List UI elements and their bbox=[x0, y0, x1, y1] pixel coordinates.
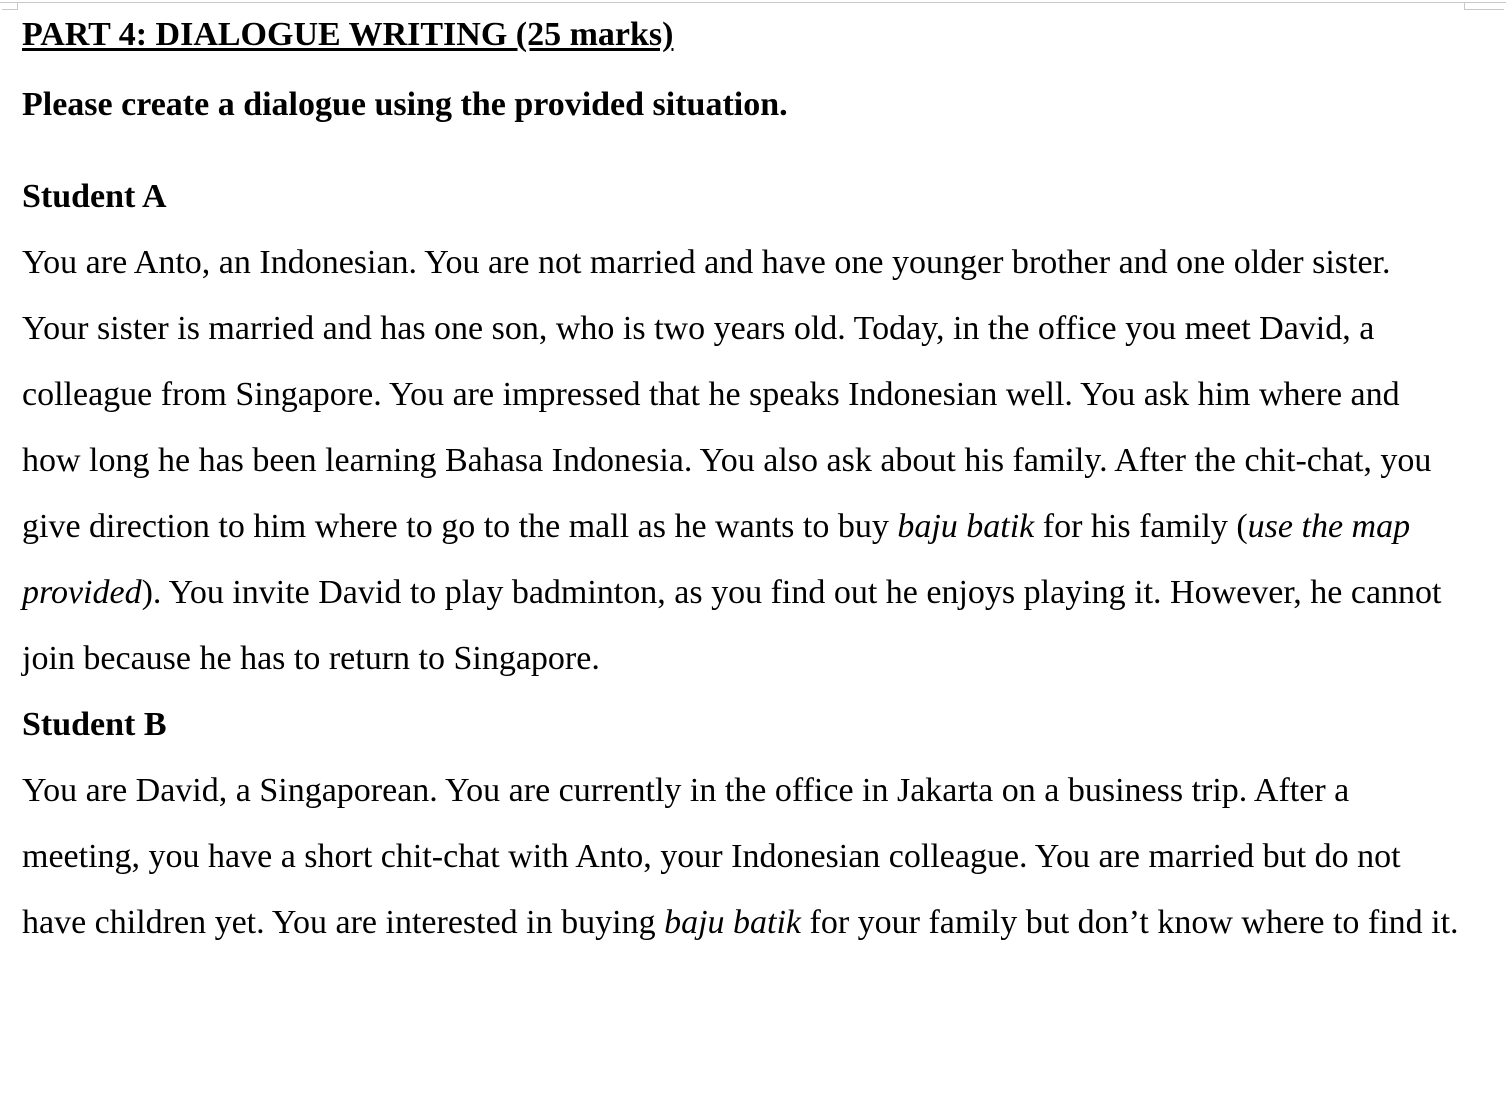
student-a-italic-2: use the map provided bbox=[22, 508, 1411, 611]
student-a-heading: Student A bbox=[22, 178, 167, 215]
student-a-scenario bbox=[22, 230, 1462, 692]
student-a-text-1: You are Anto, an Indonesian. You are not married and have one younger brother and one older sister. Your sister is married and has one son, who is two years old. Today, in the office you meet David, a colleague from Singapore. You are impressed that he speaks Indonesian well. You ask him where and how long he has been learning Bahasa Indonesia. You also ask about his family. After the chit-chat, you give direction to him where to go to the mall as he wants to buy bbox=[22, 244, 1432, 545]
student-b-text-2: for your family but don’t know where to find it. bbox=[801, 904, 1459, 941]
student-b-text-1: You are David, a Singaporean. You are currently in the office in Jakarta on a business trip. After a meeting, you have a short chit-chat with Anto, your Indonesian colleague. You are married but do not have children yet. You are interested in buying bbox=[22, 772, 1401, 941]
page-top-border bbox=[0, 2, 1506, 3]
crop-mark-left bbox=[2, 2, 18, 10]
student-b-heading: Student B bbox=[22, 706, 167, 743]
student-a-italic-1: baju batik bbox=[897, 508, 1035, 545]
crop-mark-right bbox=[1464, 2, 1504, 10]
student-b-italic-1: baju batik bbox=[664, 904, 802, 941]
student-a-text-3: ). You invite David to play badminton, as you find out he enjoys playing it. However, he cannot join because he has to return to Singapore. bbox=[22, 574, 1442, 677]
student-a-text-2: for his family ( bbox=[1034, 508, 1248, 545]
part-heading: PART 4: DIALOGUE WRITING (25 marks) bbox=[22, 16, 674, 53]
document-body bbox=[22, 14, 1462, 956]
instruction: Please create a dialogue using the provided situation. bbox=[22, 86, 788, 123]
student-b-scenario bbox=[22, 758, 1462, 956]
